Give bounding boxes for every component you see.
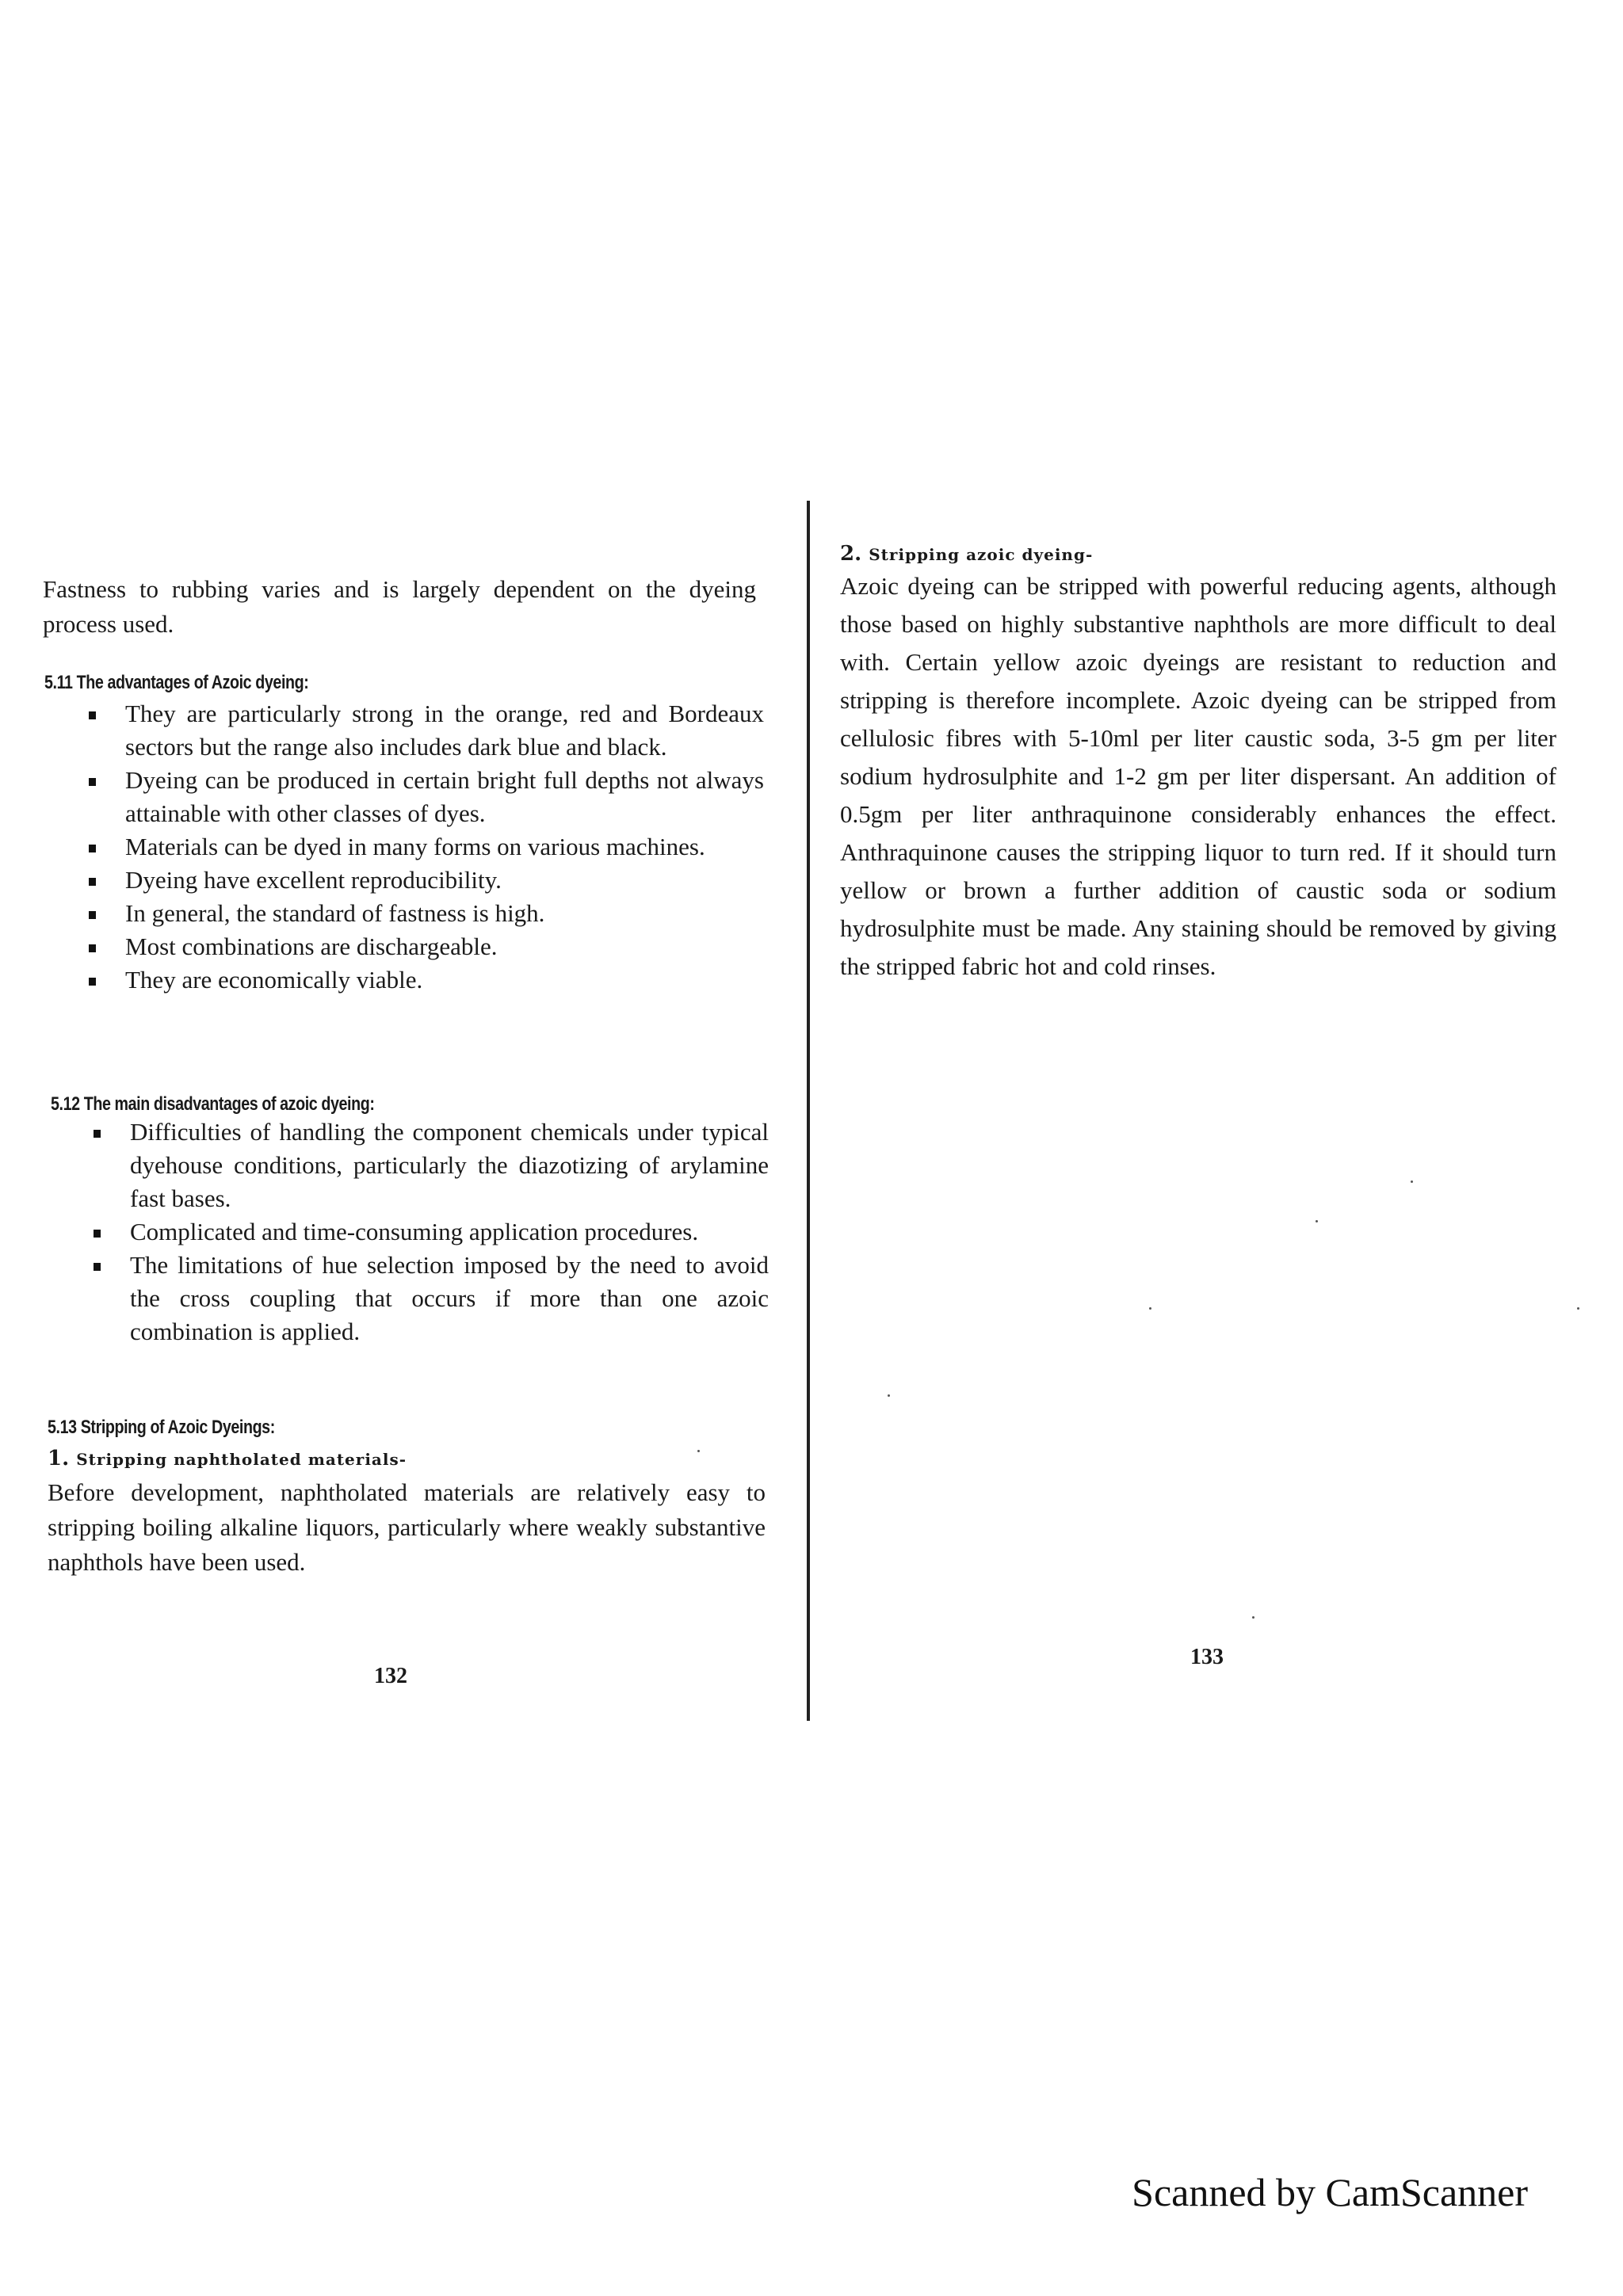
section-511-heading: 5.11 The advantages of Azoic dyeing:: [44, 672, 309, 693]
list-item: Dyeing have excellent reproducibility.: [86, 864, 764, 897]
subheading-stripping-azoic: [840, 542, 1093, 566]
list-item: They are economically viable.: [86, 963, 764, 997]
right-page: [808, 0, 1623, 2296]
section-512-heading: 5.12 The main disadvantages of azoic dyeing:: [51, 1093, 375, 1115]
subheading-number: 2.: [840, 542, 862, 566]
list-item: Complicated and time-consuming application procedures.: [90, 1215, 769, 1249]
scan-speck: [1411, 1180, 1413, 1183]
section-513-heading: 5.13 Stripping of Azoic Dyeings:: [48, 1417, 275, 1438]
left-page: [0, 0, 808, 2296]
advantages-list: [86, 697, 764, 997]
scan-speck: [1577, 1307, 1579, 1310]
subheading-text: Stripping azoic dyeing-: [869, 545, 1094, 564]
list-item: Most combinations are dischargeable.: [86, 930, 764, 963]
list-item: The limitations of hue selection imposed by the need to avoid the cross coupling that occurs if more than one azoic combination is applied.: [90, 1249, 769, 1348]
subheading-text: Stripping naphtholated materials-: [76, 1450, 407, 1469]
subheading-number: 1.: [48, 1447, 70, 1470]
scanner-watermark: Scanned by CamScanner: [1132, 2170, 1528, 2214]
list-item: Materials can be dyed in many forms on various machines.: [86, 830, 764, 864]
list-item: They are particularly strong in the orange, red and Bordeaux sectors but the range also includes dark blue and black.: [86, 697, 764, 764]
scan-speck: [1149, 1307, 1151, 1310]
list-item: In general, the standard of fastness is high.: [86, 897, 764, 930]
list-item: Dyeing can be produced in certain bright full depths not always attainable with other classes of dyes.: [86, 764, 764, 830]
scan-speck: [1252, 1616, 1254, 1619]
page-number-left: 132: [374, 1664, 407, 1688]
scan-speck: [1316, 1220, 1318, 1222]
page-number-right: 133: [1190, 1645, 1224, 1669]
disadvantages-list: [90, 1116, 769, 1348]
list-item: Difficulties of handling the component chemicals under typical dyehouse conditions, particularly the diazotizing of arylamine fast bases.: [90, 1116, 769, 1215]
intro-paragraph: Fastness to rubbing varies and is largely dependent on the dyeing process used.: [43, 575, 756, 638]
stripping-azoic-paragraph: Azoic dyeing can be stripped with powerful reducing agents, although those based on highly substantive naphthols are more difficult to deal with. Certain yellow azoic dyeings are resistant to reduction and stripping is therefore incomplete. Azoic dyeing can be stripped from cellulosic fibres with 5-10ml per liter caustic soda, 3-5 gm per liter sodium hydrosulphite and 1-2 gm per liter dispersant. An addition of 0.5gm per liter anthraquinone considerably enhances the effect. Anthraquinone causes the stripping liquor to turn red. If it should turn yellow or brown a further addition of caustic soda or sodium hydrosulphite must be made. Any staining should be removed by giving the stripped fabric hot and cold rinses.: [840, 572, 1556, 980]
scan-speck: [697, 1450, 700, 1452]
subheading-stripping-naphtholated: [48, 1447, 407, 1470]
naphtholated-paragraph: Before development, naphtholated materials are relatively easy to stripping boiling alkaline liquors, particularly where weakly substantive naphthols have been used.: [48, 1478, 766, 1576]
scan-speck: [888, 1394, 890, 1397]
